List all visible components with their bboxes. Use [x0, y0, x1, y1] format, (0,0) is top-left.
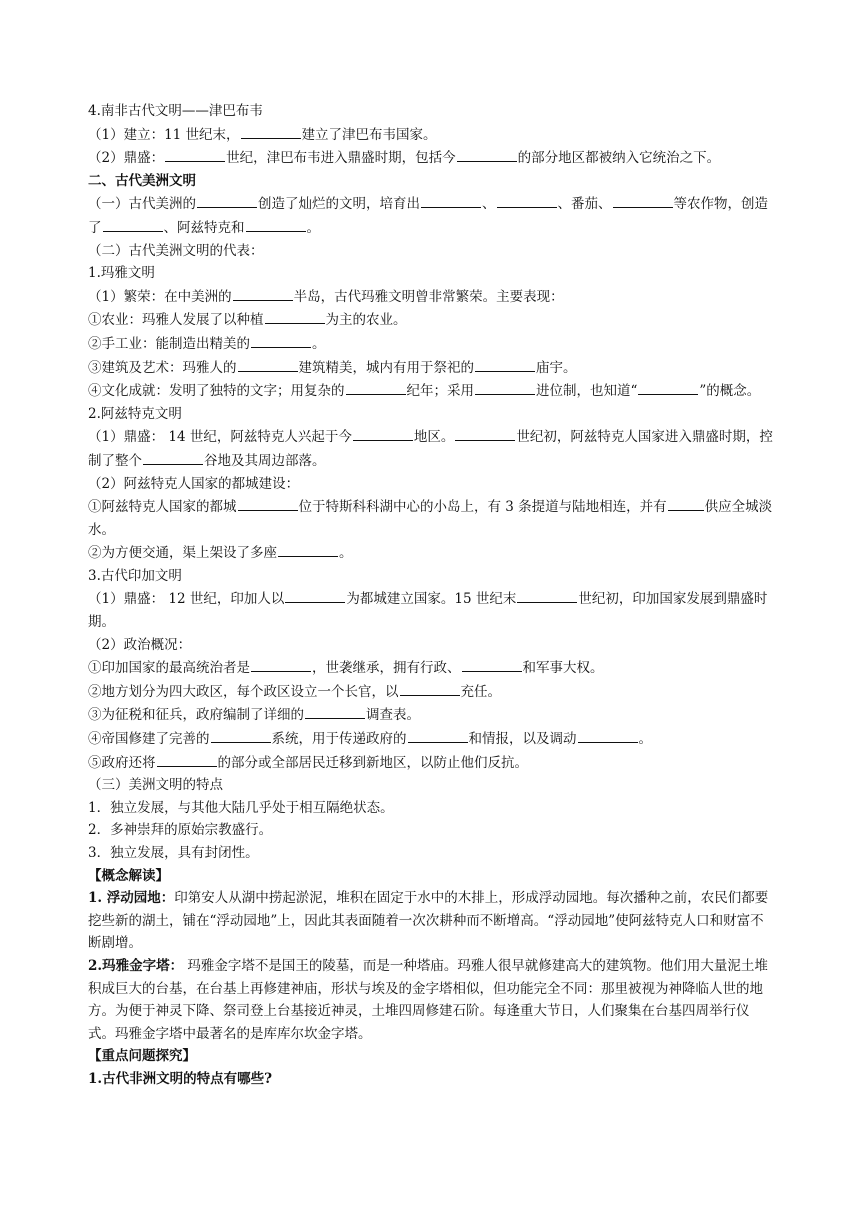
text-line [88, 100, 776, 123]
text-segment: 印第安人从湖中捞起淤泥，堆积在固定于水中的木排上，形成浮动园地。每次播种之前，农民们都要挖些新的湖土，铺在“浮动园地”上，因此其表面随着一次次耕种而不断增高。“浮动园地”使阿兹特克人口和财富不断剧增。 [88, 890, 769, 952]
text-segment: 。 [339, 545, 353, 562]
text-line [88, 379, 776, 403]
text-segment: 地区。 [413, 429, 455, 446]
text-segment: 的部分或全部居民迁移到新地区，以防止他们反抗。 [217, 754, 528, 771]
text-segment: 3．独立发展，具有封闭性。 [88, 845, 259, 861]
text-line [88, 656, 776, 680]
text-segment: 2.阿兹特克文明 [88, 405, 182, 422]
fill-in-blank[interactable] [400, 680, 460, 696]
text-line [88, 703, 776, 727]
text-segment: 充任。 [460, 683, 501, 700]
text-segment: （二）古代美洲文明的代表： [88, 242, 264, 259]
fill-in-blank[interactable] [353, 425, 413, 441]
text-segment: ②为方便交通，渠上架设了多座 [88, 545, 277, 562]
fill-in-blank[interactable] [613, 192, 673, 208]
text-segment: 和军事大权。 [522, 660, 604, 677]
text-line [88, 240, 776, 263]
worksheet-content [88, 100, 776, 1091]
fill-in-blank[interactable] [421, 192, 481, 208]
term-heading: 2.玛雅金字塔： [88, 957, 184, 974]
text-segment: 供应全城淡水。 [88, 499, 773, 538]
text-segment: ②地方划分为四大政区，每个政区设立一个长官，以 [88, 683, 399, 700]
text-segment: （1）鼎盛： 12 世纪，印加人以 [88, 591, 285, 608]
text-segment: （2）鼎盛： [88, 150, 165, 167]
fill-in-blank[interactable] [455, 425, 515, 441]
fill-in-blank[interactable] [638, 379, 698, 395]
fill-in-blank[interactable] [305, 703, 365, 719]
text-segment: （2）政治概况： [88, 636, 192, 653]
text-segment: 1．独立发展，与其他大陆几乎处于相互隔绝状态。 [88, 799, 394, 816]
text-segment: 1.玛雅文明 [88, 265, 155, 282]
fill-in-blank[interactable] [668, 495, 704, 511]
text-line [88, 887, 776, 955]
text-segment: 。 [638, 731, 652, 748]
fill-in-blank[interactable] [143, 449, 203, 465]
text-line [88, 727, 776, 751]
text-line [88, 634, 776, 657]
text-line [88, 541, 776, 565]
text-segment: 玛雅金字塔不是国王的陵墓，而是一种塔庙。玛雅人很早就修建高大的建筑物。他们用大量泥土堆积成巨大的台基，在台基上再修建神庙，形状与埃及的金字塔相似，但功能完全不同：那里被视为神降临人世的地方。为便于神灵下降、祭司登上台基接近神灵，土堆四周修建石阶。每逢重大节日，人们聚集在台基四周举行仪式。玛雅金字塔中最著名的是库库尔坎金字塔。 [88, 957, 768, 1042]
text-line [88, 356, 776, 380]
text-line [88, 774, 776, 797]
text-segment: 、阿兹特克和 [163, 219, 245, 236]
text-segment: 3.古代印加文明 [88, 567, 182, 584]
text-segment: ④帝国修建了完善的 [88, 731, 210, 748]
text-segment: ①阿兹特克人国家的都城 [88, 499, 237, 516]
text-segment: ，世袭继承，拥有行政、 [312, 660, 461, 677]
text-segment: （2）阿兹特克人国家的都城建设： [88, 475, 300, 492]
text-segment: 4.南非古代文明——津巴布韦 [88, 103, 263, 119]
term-heading: 1. 浮动园地： [88, 890, 175, 907]
text-segment: 1.古代非洲文明的特点有哪些? [88, 1070, 273, 1087]
text-segment: ①印加国家的最高统治者是 [88, 660, 250, 677]
text-segment: 的部分地区都被纳入它统治之下。 [517, 150, 721, 167]
text-segment: 和情报，以及调动 [468, 731, 577, 748]
text-line [88, 1068, 776, 1091]
fill-in-blank[interactable] [241, 123, 301, 139]
text-segment: 。 [312, 335, 326, 352]
text-segment: 位于特斯科科湖中心的小岛上，有 3 条提道与陆地相连，并有 [298, 499, 667, 516]
text-segment: 。 [306, 219, 320, 236]
text-segment: 等农作物，创造了 [88, 196, 768, 236]
text-segment: 纪年；采用 [406, 383, 474, 400]
text-segment: 建立了津巴布韦国家。 [301, 126, 437, 143]
text-segment: ③为征税和征兵，政府编制了详细的 [88, 707, 304, 724]
fill-in-blank[interactable] [517, 587, 577, 603]
fill-in-blank[interactable] [285, 587, 345, 603]
text-line [88, 192, 776, 239]
fill-in-blank[interactable] [238, 356, 298, 372]
text-line [88, 865, 776, 888]
text-line [88, 425, 776, 472]
text-segment: 、番茄、 [557, 196, 612, 213]
text-segment: 【重点问题探究】 [88, 1048, 196, 1065]
fill-in-blank[interactable] [246, 216, 306, 232]
text-line [88, 1045, 776, 1068]
text-line [88, 170, 776, 193]
fill-in-blank[interactable] [408, 727, 468, 743]
text-line [88, 819, 776, 842]
text-line [88, 285, 776, 309]
text-segment: ④文化成就：发明了独特的文字；用复杂的 [88, 383, 345, 400]
fill-in-blank[interactable] [475, 356, 535, 372]
fill-in-blank[interactable] [475, 379, 535, 395]
fill-in-blank[interactable] [265, 308, 325, 324]
text-segment: （1）繁荣：在中美洲的 [88, 288, 232, 305]
text-segment: 【概念解读】 [88, 867, 169, 884]
text-line [88, 955, 776, 1045]
fill-in-blank[interactable] [497, 192, 557, 208]
text-segment: 为都城建立国家。15 世纪末 [346, 591, 517, 608]
text-segment: 建筑精美，城内有用于祭祀的 [298, 359, 474, 376]
fill-in-blank[interactable] [346, 379, 406, 395]
text-segment: （1）建立：11 世纪末， [88, 126, 240, 143]
text-segment: 创造了灿烂的文明，培育出 [258, 196, 420, 213]
text-line [88, 123, 776, 147]
text-line [88, 680, 776, 704]
text-line [88, 842, 776, 865]
text-segment: 世纪初，阿兹特克人国家进入鼎盛时期，控制了整个 [88, 429, 773, 469]
text-segment: （三）美洲文明的特点 [88, 777, 223, 794]
fill-in-blank[interactable] [165, 146, 225, 162]
text-segment: （1）鼎盛： 14 世纪，阿兹特克人兴起于今 [88, 429, 352, 446]
fill-in-blank[interactable] [211, 727, 271, 743]
text-line [88, 473, 776, 496]
text-segment: 谷地及其周边部落。 [204, 452, 326, 469]
text-segment: 半岛，古代玛雅文明曾非常繁荣。主要表现： [293, 288, 564, 305]
fill-in-blank[interactable] [278, 541, 338, 557]
text-segment: 2．多神崇拜的原始宗教盛行。 [88, 822, 273, 839]
text-line [88, 797, 776, 820]
text-segment: 世纪初，印加国家发展到鼎盛时期。 [88, 591, 768, 631]
text-segment: ⑤政府还将 [88, 754, 156, 771]
fill-in-blank[interactable] [238, 495, 298, 511]
fill-in-blank[interactable] [103, 216, 163, 232]
text-segment: 为主的农业。 [325, 312, 407, 329]
text-line [88, 332, 776, 356]
fill-in-blank[interactable] [251, 656, 311, 672]
text-segment: 进位制，也知道“ [536, 383, 638, 400]
text-segment: ”的概念。 [699, 383, 761, 400]
text-line [88, 146, 776, 170]
text-segment: 庙宇。 [536, 359, 577, 376]
text-segment: 系统，用于传递政府的 [271, 731, 407, 748]
fill-in-blank[interactable] [578, 727, 638, 743]
text-line [88, 262, 776, 285]
text-line [88, 565, 776, 588]
text-line [88, 751, 776, 775]
fill-in-blank[interactable] [462, 656, 522, 672]
text-segment: （一）古代美洲的 [88, 196, 196, 213]
text-segment: 调查表。 [366, 707, 420, 724]
fill-in-blank[interactable] [457, 146, 517, 162]
fill-in-blank[interactable] [233, 285, 293, 301]
text-segment: 二、古代美洲文明 [88, 172, 196, 189]
text-segment: ①农业：玛雅人发展了以种植 [88, 312, 264, 329]
fill-in-blank[interactable] [157, 751, 217, 767]
text-line [88, 308, 776, 332]
text-line [88, 587, 776, 633]
text-line [88, 495, 776, 541]
fill-in-blank[interactable] [197, 192, 257, 208]
text-segment: 世纪，津巴布韦进入鼎盛时期，包括今 [226, 150, 456, 167]
fill-in-blank[interactable] [251, 332, 311, 348]
text-segment: ③建筑及艺术：玛雅人的 [88, 359, 237, 376]
text-line [88, 403, 776, 426]
text-segment: 、 [482, 196, 496, 213]
text-segment: ②手工业：能制造出精美的 [88, 335, 250, 352]
